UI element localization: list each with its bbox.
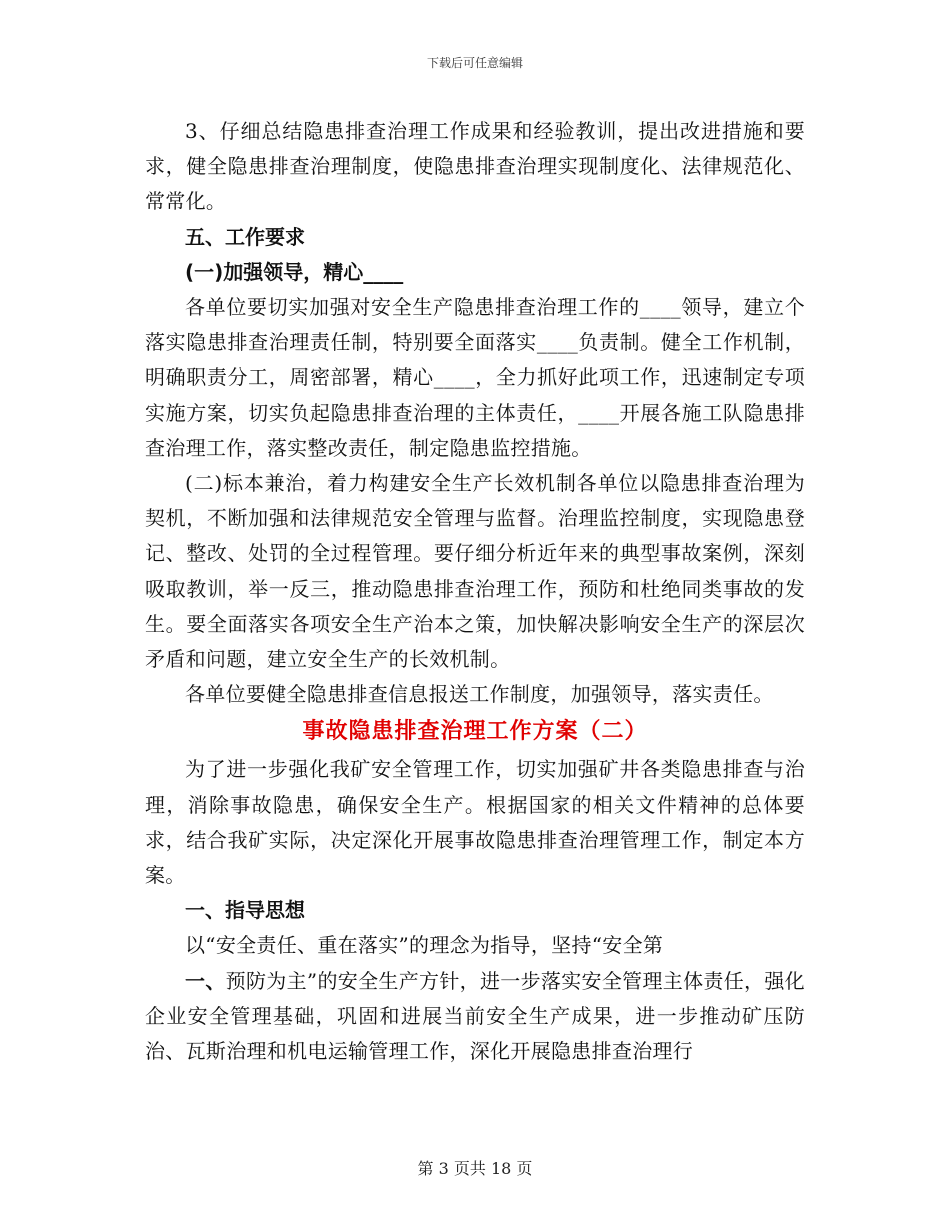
- paragraph-reporting: 各单位要健全隐患排查信息报送工作制度，加强领导，落实责任。: [185, 682, 774, 707]
- bold-lead-in: 一、: [185, 968, 226, 993]
- paragraph-guiding-2: [145, 964, 805, 1070]
- paragraph-leadership: 各单位要切实加强对安全生产隐患排查治理工作的____领导，建立个落实隐患排查治理责任制，特别要全面落实____负责制。健全工作机制，明确职责分工，周密部署，精心____，全力抓好此项工作，迅速制定专项实施方案，切实负起隐患排查治理的主体责任，____开展各施工队隐患排查治理工作，落实整改责任，制定隐患监控措施。: [145, 295, 805, 460]
- paragraph-summary: 3、仔细总结隐患排查治理工作成果和经验教训，提出改进措施和要求，健全隐患排查治理制度，使隐患排查治理实现制度化、法律规范化、常常化。: [145, 119, 805, 214]
- document-body: [145, 114, 805, 1069]
- heading-work-requirements: 五、工作要求: [185, 224, 305, 249]
- heading-guiding-ideology: 一、指导思想: [185, 898, 305, 923]
- paragraph-guiding-2-text: 预防为主”的安全生产方针，进一步落实安全管理主体责任，强化企业安全管理基础，巩固和进展当前安全生产成果，进一步推动矿压防治、瓦斯治理和机电运输管理工作，深化开展隐患排查治理行: [145, 968, 805, 1064]
- section-title: 事故隐患排查治理工作方案（二）: [302, 719, 648, 745]
- paragraph-guiding-1: 以“安全责任、重在落实”的理念为指导，坚持“安全第: [185, 933, 664, 958]
- page-footer: 第 3 页共 18 页: [417, 1159, 533, 1178]
- heading-strengthen-leadership: (一)加强领导，精心____: [185, 259, 404, 284]
- page-header: 下载后可任意编辑: [426, 56, 523, 70]
- paragraph-intro: 为了进一步强化我矿安全管理工作，切实加强矿井各类隐患排查与治理，消除事故隐患，确保安全生产。根据国家的相关文件精神的总体要求，结合我矿实际，决定深化开展事故隐患排查治理管理工作，制定本方案。: [145, 757, 805, 888]
- paragraph-long-term-mechanism: (二)标本兼治，着力构建安全生产长效机制各单位以隐患排查治理为契机，不断加强和法律规范安全管理与监督。治理监控制度，实现隐患登记、整改、处罚的全过程管理。要仔细分析近年来的典型事故案例，深刻吸取教训，举一反三，推动隐患排查治理工作，预防和杜绝同类事故的发生。要全面落实各项安全生产治本之策，加快解决影响安全生产的深层次矛盾和问题，建立安全生产的长效机制。: [145, 471, 805, 672]
